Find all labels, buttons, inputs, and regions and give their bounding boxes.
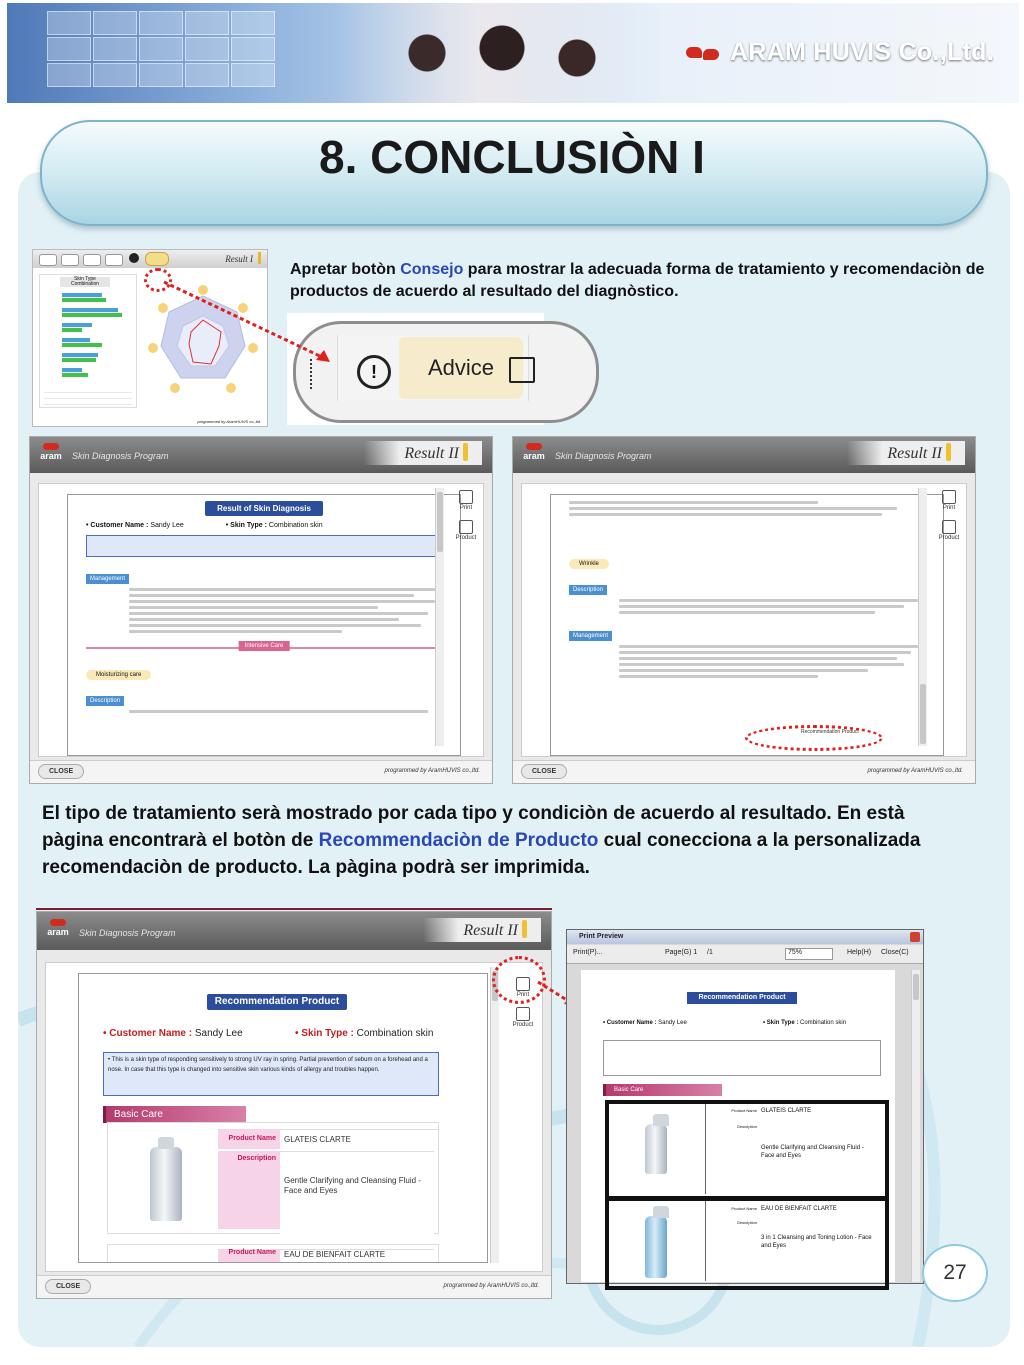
skin-type-value: Combination skin: [268, 522, 323, 529]
result2-credit: programmed by AramHUVIS co.,ltd.: [384, 768, 480, 774]
wrinkle-label: Wrinkle: [569, 559, 609, 569]
print-button[interactable]: Print: [942, 505, 956, 511]
result1-skin-type-label: Skin Type: [74, 276, 96, 282]
description-label: Description: [86, 696, 124, 706]
result2-title: Result II: [463, 922, 518, 939]
print-preview-print-button[interactable]: Print(P)...: [573, 949, 603, 956]
basic-care-header: Basic Care: [603, 1084, 722, 1096]
instruction-text-start: Apretar botòn: [290, 261, 401, 278]
skin-type-label: • Skin Type :: [225, 522, 267, 529]
result1-skin-type-value: Combination: [70, 281, 100, 287]
print-preview-page-count: /1: [707, 949, 713, 956]
product-icon: [459, 520, 473, 534]
product-bottle-image: [150, 1147, 182, 1221]
recommendation-heading: Recommendation Product: [207, 994, 347, 1010]
recommendation-product-link[interactable]: Recommendation Product: [801, 729, 859, 735]
product-row: [107, 1244, 439, 1263]
customer-name-value: Sandy Lee: [658, 1020, 687, 1026]
result2-program: Skin Diagnosis Program: [72, 451, 169, 461]
product-button[interactable]: Product: [938, 535, 960, 541]
result2-title: Result II: [404, 445, 459, 462]
product-icon: [942, 520, 956, 534]
print-preview-window: [566, 929, 924, 1284]
print-preview-page-label: Page(G) 1: [665, 949, 698, 956]
company-name: ARAM HUVIS Co.,Ltd.: [729, 38, 994, 66]
paragraph-start: El tipo de tratamiento serà mostrado por cada tipo y condiciòn de acuerdo al resultado. En està pàgina encontrarà el botòn de: [42, 803, 905, 851]
customer-name-label: • Customer Name :: [603, 1020, 657, 1026]
callout-arrow-1: [160, 280, 340, 370]
close-icon[interactable]: [910, 932, 920, 942]
product-name-value: EAU DE BIENFAIT CLARTE: [761, 1206, 837, 1212]
aram-logo-icon: [686, 43, 722, 63]
print-button[interactable]: Print: [459, 505, 473, 511]
divider-line: [36, 908, 552, 910]
recommendation-heading: Recommendation Product: [687, 992, 797, 1004]
paragraph-end: cual conecciona a la personalizada recomendaciòn de producto. La pàgina podrà ser imprimida.: [42, 830, 921, 878]
slide-title: 8. CONCLUSIÒN I: [319, 131, 705, 183]
result2-brand: aram: [40, 451, 62, 461]
page-number: 27: [922, 1244, 988, 1302]
skin-summary: • This is a skin type of responding sensitively to strong UV ray in spring. Partial prevention of sebum on a forehead and a nose. In case that this type is changed into sensitive skin various kinds of allergy and troubles happen.: [103, 1052, 439, 1096]
product-name-label: Product Name: [731, 1206, 757, 1211]
management-label: Management: [569, 631, 612, 641]
product-bottle-image: [645, 1124, 667, 1174]
result1-credit: programmed by AramHUVIS co.,ltd.: [197, 419, 261, 424]
print-preview-help[interactable]: Help(H): [847, 949, 872, 956]
result1-advice-button[interactable]: [145, 252, 169, 266]
skin-type-label: • Skin Type :: [295, 1028, 354, 1039]
product-name-value: EAU DE BIENFAIT CLARTE: [280, 1249, 434, 1263]
close-button[interactable]: CLOSE: [45, 1279, 91, 1294]
customer-name-value: Sandy Lee: [150, 522, 184, 529]
intensive-care-label: Intensive Care: [239, 641, 290, 651]
management-label: Management: [86, 574, 129, 584]
result2-program: Skin Diagnosis Program: [79, 928, 176, 938]
product-button[interactable]: Product: [512, 1022, 534, 1028]
advice-button[interactable]: Advice: [399, 337, 523, 399]
print-preview-zoom-select[interactable]: 75%: [785, 948, 833, 960]
banner-photo: [337, 3, 637, 103]
description-label: Description: [218, 1151, 280, 1229]
product-icon: [516, 1007, 530, 1021]
result2-screenshot-right: [512, 436, 976, 784]
product-name-label: Product Name: [731, 1108, 757, 1113]
company-logo: [686, 38, 994, 67]
product-bottle-image: [645, 1216, 667, 1278]
explanation-paragraph: [42, 800, 962, 881]
close-button[interactable]: CLOSE: [521, 764, 567, 779]
skin-type-value: Combination skin: [800, 1020, 847, 1026]
customer-name-label: • Customer Name :: [103, 1028, 193, 1039]
product-name-value: GLATEIS CLARTE: [761, 1108, 812, 1114]
product-button[interactable]: Product: [455, 535, 477, 541]
product-description: 3 in 1 Cleansing and Toning Lotion - Face and Eyes: [761, 1235, 872, 1249]
consejo-highlight: Consejo: [400, 261, 464, 278]
highlight-circle-recommendation: [745, 725, 883, 751]
product-name-label: Product Name: [218, 1129, 280, 1149]
result2-credit: programmed by AramHUVIS co.,ltd.: [443, 1283, 539, 1289]
skin-type-label: • Skin Type :: [763, 1020, 799, 1026]
print-product-table: [605, 1100, 889, 1290]
product-name-value: GLATEIS CLARTE: [280, 1129, 438, 1150]
recommendation-screenshot: [36, 911, 552, 1299]
print-preview-page: [581, 970, 895, 1282]
product-row: [107, 1122, 439, 1234]
description-label: Description: [736, 1220, 757, 1225]
result2-screenshot-left: [29, 436, 493, 784]
close-button[interactable]: CLOSE: [38, 764, 84, 779]
result2-brand: aram: [47, 927, 69, 937]
basic-care-header: Basic Care: [103, 1106, 246, 1123]
customer-name-value: Sandy Lee: [194, 1028, 243, 1039]
product-recommendation-highlight: Recommendaciòn de Producto: [318, 830, 599, 851]
description-label: Description: [569, 585, 607, 595]
result2-brand: aram: [523, 451, 545, 461]
print-preview-close[interactable]: Close(C): [881, 949, 909, 956]
diagnosis-heading: Result of Skin Diagnosis: [205, 501, 323, 516]
print-icon: [942, 490, 956, 504]
moisturizing-label: Moisturizing care: [86, 670, 151, 680]
product-name-label: Product Name: [218, 1249, 280, 1263]
description-label: Description: [736, 1124, 757, 1129]
result2-title: Result II: [887, 445, 942, 462]
product-description: Gentle Clarifying and Cleansing Fluid - Face and Eyes: [761, 1145, 864, 1159]
result2-credit: programmed by AramHUVIS co.,ltd.: [867, 768, 963, 774]
instruction-text: [290, 259, 990, 303]
print-preview-title: Print Preview: [567, 930, 923, 944]
skin-type-value: Combination skin: [356, 1028, 434, 1039]
instruction-text-end: para mostrar la adecuada forma de tratamiento y recomendaciòn de productos de acuerdo al resultado del diagnòstico.: [290, 261, 985, 300]
customer-name-label: • Customer Name :: [86, 522, 149, 529]
print-icon: [509, 357, 535, 383]
result1-title: Result I: [225, 254, 253, 264]
print-icon: [459, 490, 473, 504]
alert-icon: !: [357, 355, 391, 389]
product-description: Gentle Clarifying and Cleansing Fluid - Face and Eyes: [280, 1151, 434, 1250]
print-button[interactable]: Print: [516, 992, 530, 998]
result2-program: Skin Diagnosis Program: [555, 451, 652, 461]
